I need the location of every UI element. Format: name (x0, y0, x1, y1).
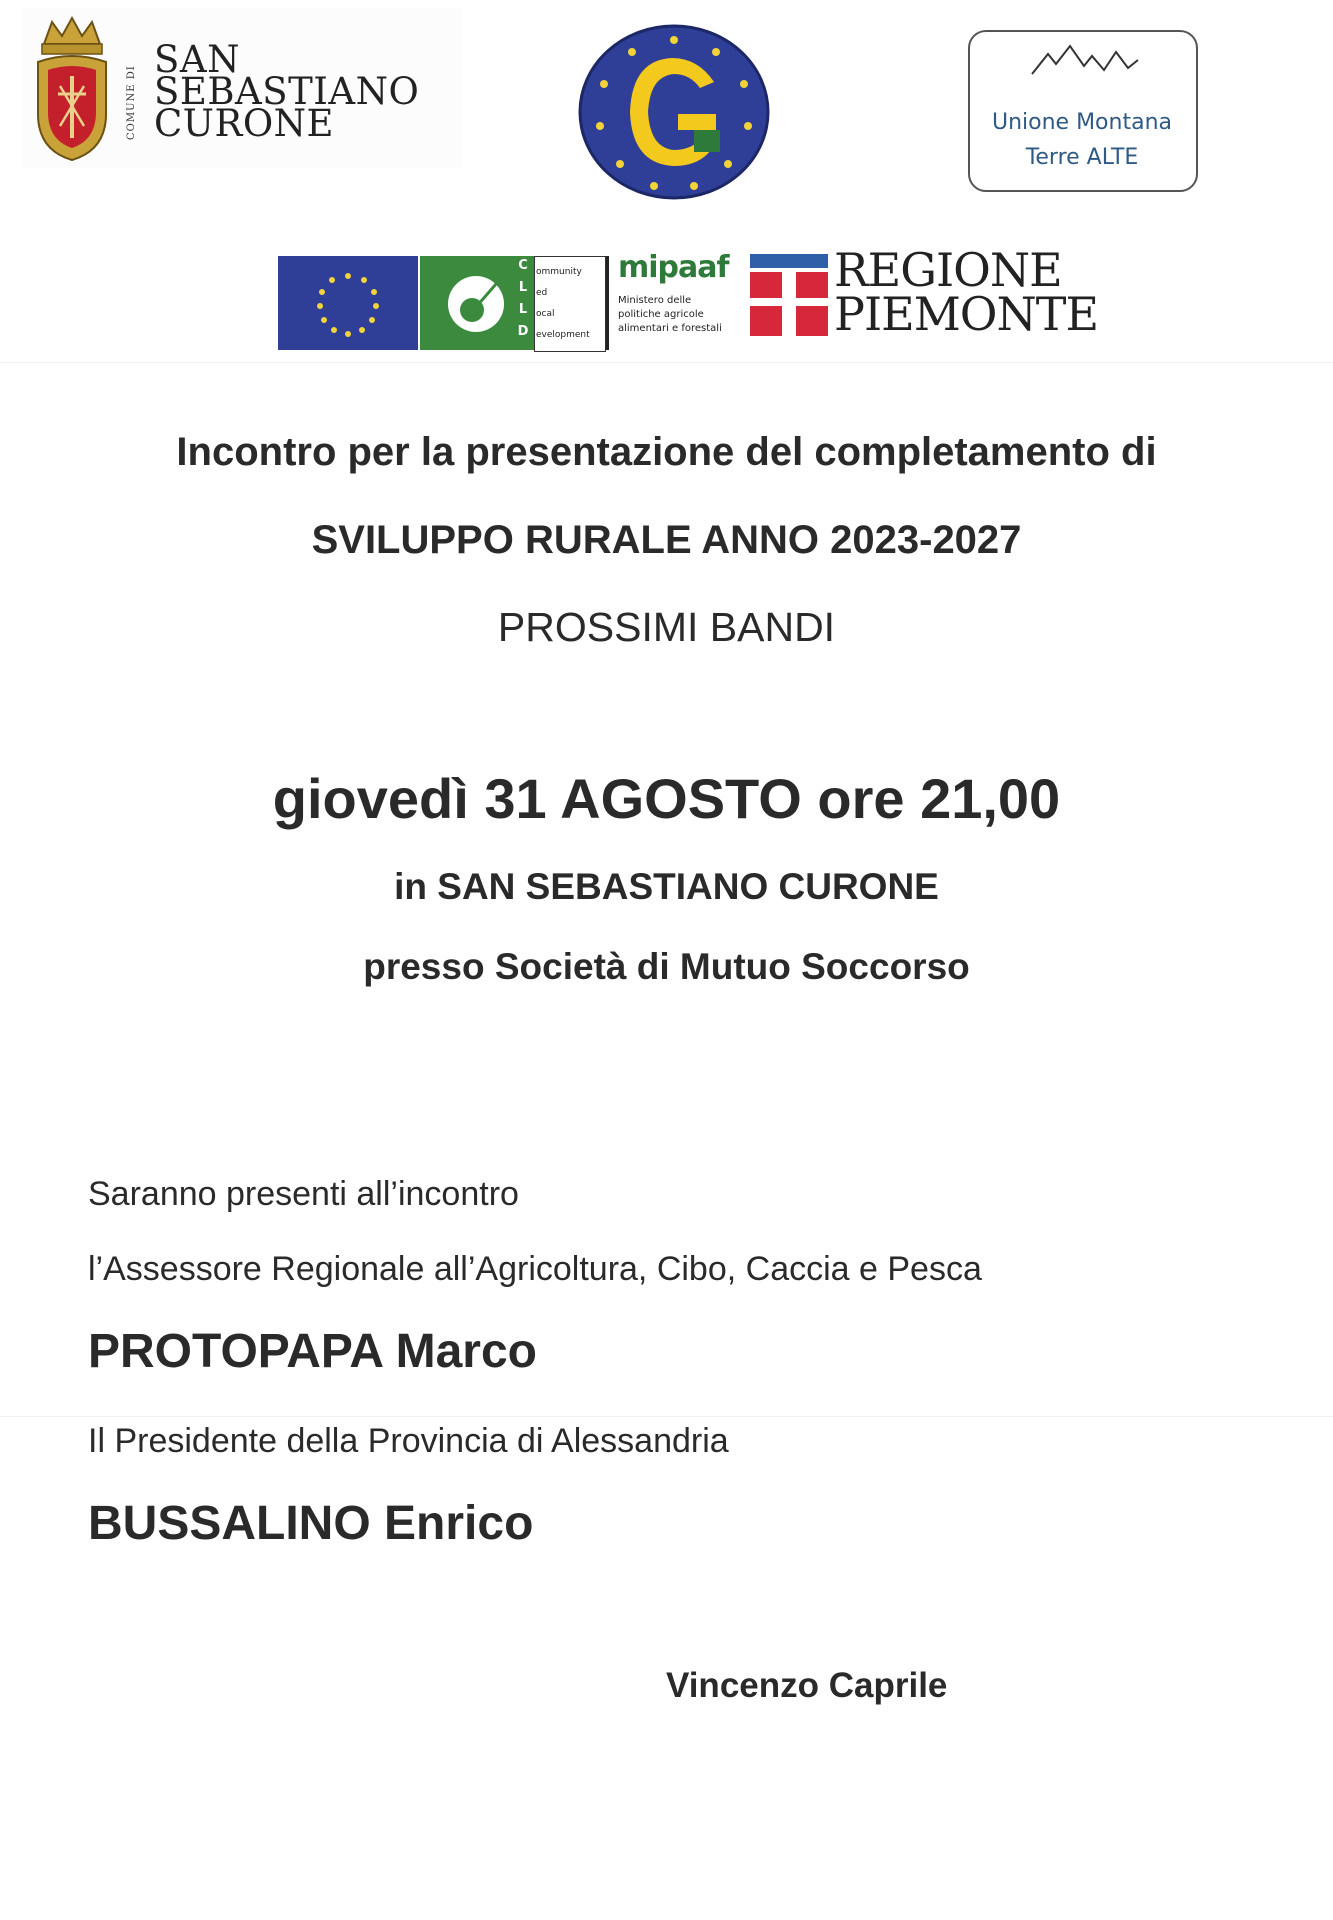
piemonte-flag-icon (750, 254, 828, 336)
guest-name: BUSSALINO Enrico (88, 1497, 534, 1550)
clld-letter: C (518, 258, 528, 273)
gal-logo-icon (576, 22, 772, 202)
unione-montana-subtitle: Terre ALTE (1025, 145, 1139, 170)
comune-name (154, 38, 420, 145)
clld-letter: D (517, 324, 529, 339)
unione-montana-name: Unione Montana (991, 110, 1172, 135)
regione-line: PIEMONTE (834, 287, 1099, 341)
comune-di-label: COMUNE DI (126, 65, 137, 140)
mipaaf-subtitle (618, 294, 722, 336)
regione-line: REGIONE (834, 243, 1062, 297)
clld-word: ocal (536, 309, 555, 319)
comune-name-line: SAN (154, 38, 240, 81)
event-subtitle: PROSSIMI BANDI (497, 604, 836, 650)
signature: Vincenzo Caprile (666, 1666, 948, 1705)
comune-name-line: CURONE (154, 102, 335, 145)
event-title: SVILUPPO RURALE ANNO 2023-2027 (311, 518, 1022, 562)
eu-flag-icon (278, 256, 418, 350)
clld-letter: L (518, 280, 528, 295)
mountains-icon (1030, 40, 1140, 80)
clld-word: ommunity (536, 267, 582, 277)
event-intro: Incontro per la presentazione del completamento di (176, 430, 1157, 474)
guests-intro: Saranno presenti all’incontro (88, 1175, 519, 1213)
clld-letters (514, 258, 532, 346)
mipaaf-subtitle-line: politiche agricole (618, 309, 704, 320)
leader-logo-icon (420, 256, 512, 350)
clld-words (536, 262, 590, 346)
guest-role: l’Assessore Regionale all’Agricoltura, Cibo, Caccia e Pesca (88, 1250, 982, 1288)
event-date: giovedì 31 AGOSTO ore 21,00 (272, 767, 1061, 830)
clld-word: evelopment (536, 330, 590, 340)
mipaaf-subtitle-line: alimentari e forestali (618, 323, 722, 334)
comune-name-line: SEBASTIANO (154, 70, 420, 113)
divider (0, 362, 1333, 363)
coat-of-arms-icon (30, 14, 114, 164)
event-place: in SAN SEBASTIANO CURONE (394, 866, 939, 907)
clld-letter: L (518, 302, 528, 317)
regione-piemonte-logo (834, 243, 1099, 341)
mipaaf-subtitle-line: Ministero delle (618, 295, 692, 306)
guest-role: Il Presidente della Provincia di Alessandria (88, 1422, 729, 1460)
divider (0, 1416, 1333, 1417)
mipaaf-title: mipaaf (618, 250, 729, 285)
event-venue: presso Società di Mutuo Soccorso (363, 946, 970, 987)
clld-word: ed (536, 288, 548, 298)
guest-name: PROTOPAPA Marco (88, 1325, 537, 1378)
